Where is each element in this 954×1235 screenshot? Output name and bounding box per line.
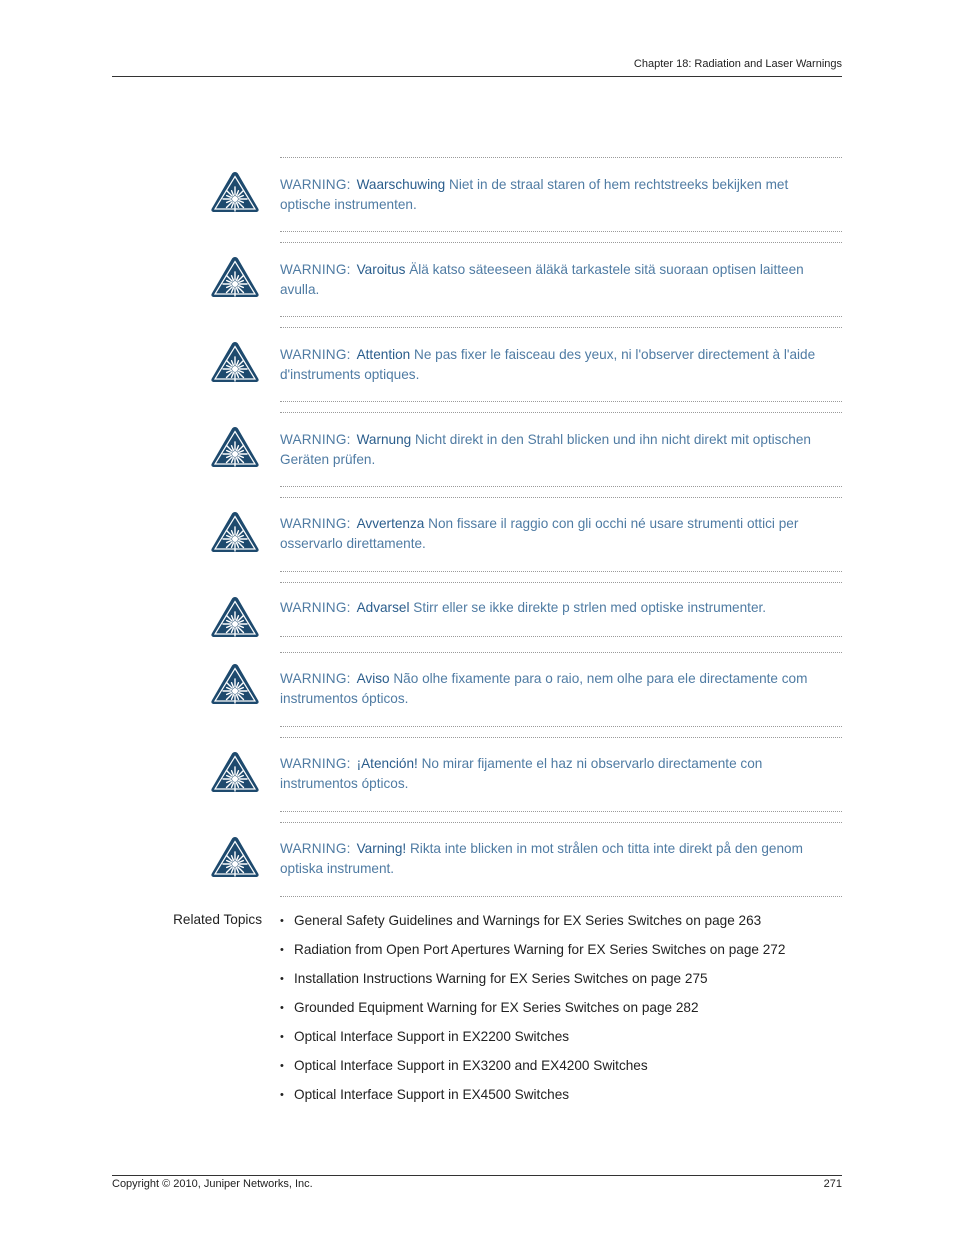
- warning-text: [280, 430, 842, 470]
- laser-warning-icon: [210, 662, 260, 706]
- related-topic-link[interactable]: • Radiation from Open Port Apertures Warning for EX Series Switches on page 272: [280, 941, 785, 970]
- header-rule: [112, 76, 842, 77]
- warning-language-label: Warnung: [356, 432, 412, 447]
- warning-keyword: WARNING:: [280, 347, 351, 362]
- laser-warning-icon: [210, 595, 260, 639]
- warning-keyword: WARNING:: [280, 516, 351, 531]
- warning-block: [280, 822, 842, 897]
- warning-body: Niet in de straal staren of hem rechtstreeks bekijken met optische instrumenten.: [280, 177, 789, 212]
- warning-body: No mirar fijamente el haz ni observarlo directamente con instrumentos ópticos.: [280, 756, 763, 791]
- warning-text: [280, 839, 842, 879]
- related-topic-link[interactable]: • Optical Interface Support in EX2200 Switches: [280, 1028, 785, 1057]
- warning-body: Non fissare il raggio con gli occhi né usare strumenti ottici per osservarlo direttamente.: [280, 516, 799, 551]
- warning-keyword: WARNING:: [280, 841, 351, 856]
- warning-block: [280, 157, 842, 232]
- footer-copyright: Copyright © 2010, Juniper Networks, Inc.: [112, 1178, 313, 1190]
- warning-block: [280, 737, 842, 812]
- warning-block: [280, 652, 842, 727]
- warning-block: [280, 582, 842, 637]
- warning-language-label: Varoitus: [356, 262, 406, 277]
- warning-keyword: WARNING:: [280, 600, 351, 615]
- page-header: Chapter 18: Radiation and Laser Warnings: [633, 58, 842, 70]
- related-topics-list: [280, 912, 785, 1115]
- related-topic-link[interactable]: • Optical Interface Support in EX4500 Switches: [280, 1086, 785, 1115]
- warning-text: [280, 260, 842, 300]
- laser-warning-icon: [210, 750, 260, 794]
- page-number: 271: [823, 1178, 842, 1190]
- footer-rule: [112, 1175, 842, 1176]
- warning-language-label: Attention: [356, 347, 411, 362]
- laser-warning-icon: [210, 340, 260, 384]
- related-topics-label: Related Topics: [173, 912, 262, 927]
- warning-language-label: ¡Atención!: [356, 756, 418, 771]
- warning-text: [280, 514, 842, 554]
- warning-body: Nicht direkt in den Strahl blicken und ihn nicht direkt mit optischen Geräten prüfen.: [280, 432, 811, 467]
- warning-keyword: WARNING:: [280, 756, 351, 771]
- related-topic-link[interactable]: • Installation Instructions Warning for EX Series Switches on page 275: [280, 970, 785, 999]
- warning-text: [280, 669, 842, 709]
- laser-warning-icon: [210, 255, 260, 299]
- laser-warning-icon: [210, 170, 260, 214]
- warning-language-label: Varning!: [356, 841, 407, 856]
- warning-body: Ne pas fixer le faisceau des yeux, ni l'observer directement à l'aide d'instruments optiques.: [280, 347, 816, 382]
- warning-block: [280, 412, 842, 487]
- warning-language-label: Avvertenza: [356, 516, 425, 531]
- laser-warning-icon: [210, 510, 260, 554]
- warning-keyword: WARNING:: [280, 262, 351, 277]
- related-topic-link[interactable]: • Grounded Equipment Warning for EX Series Switches on page 282: [280, 999, 785, 1028]
- warning-language-label: Waarschuwing: [356, 177, 446, 192]
- warning-block: [280, 497, 842, 572]
- warning-language-label: Aviso: [356, 671, 390, 686]
- laser-warning-icon: [210, 835, 260, 879]
- warning-body: Rikta inte blicken in mot strålen och titta inte direkt på den genom optiska instrument.: [280, 841, 803, 876]
- warning-keyword: WARNING:: [280, 177, 351, 192]
- laser-warning-icon: [210, 425, 260, 469]
- related-topic-link[interactable]: • Optical Interface Support in EX3200 and EX4200 Switches: [280, 1057, 785, 1086]
- related-topic-link[interactable]: • General Safety Guidelines and Warnings for EX Series Switches on page 263: [280, 912, 785, 941]
- warning-text: [280, 175, 842, 215]
- warning-body: Älä katso säteeseen äläkä tarkastele sitä suoraan optisen laitteen avulla.: [280, 262, 804, 297]
- warning-language-label: Advarsel: [356, 600, 410, 615]
- warning-body: Stirr eller se ikke direkte p strlen med optiske instrumenter.: [413, 600, 767, 615]
- warning-text: [280, 754, 842, 794]
- warning-block: [280, 327, 842, 402]
- warning-keyword: WARNING:: [280, 432, 351, 447]
- warning-text: [280, 345, 842, 385]
- warning-keyword: WARNING:: [280, 671, 351, 686]
- warning-body: Não olhe fixamente para o raio, nem olhe para ele directamente com instrumentos ópticos.: [280, 671, 808, 706]
- warning-text: [280, 598, 842, 618]
- warning-block: [280, 242, 842, 317]
